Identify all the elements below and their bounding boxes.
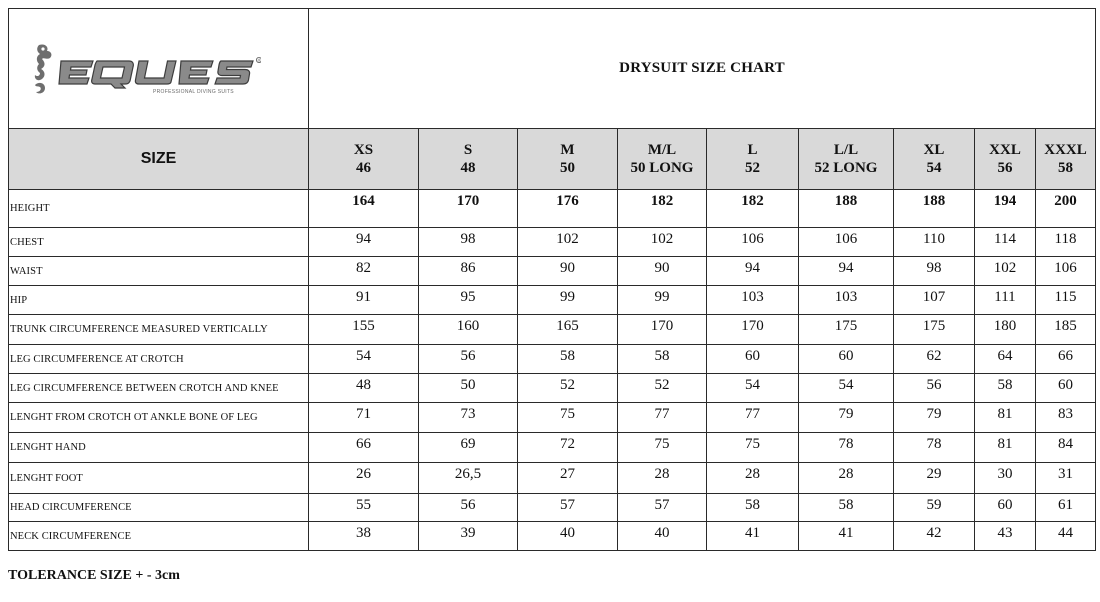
measurement-rows [9,190,1096,551]
table-cell: 106 [799,228,894,257]
table-cell: 48 [309,374,419,403]
size-column-header: M/L 50 LONG [618,129,707,190]
table-cell: 75 [518,403,618,433]
table-cell: 62 [894,345,975,374]
table-cell: 182 [707,190,799,228]
table-cell: 26 [309,463,419,494]
registered-mark: ® [257,57,261,63]
table-cell: 52 [618,374,707,403]
table-cell: 170 [419,190,518,228]
table-cell: 69 [419,433,518,463]
brand-logo [9,9,308,128]
table-cell: 170 [707,315,799,345]
table-cell: 72 [518,433,618,463]
table-cell: 103 [799,286,894,315]
table-cell: 40 [618,522,707,551]
table-row [9,494,1096,522]
size-column-header: L/L 52 LONG [799,129,894,190]
size-column-header: S 48 [419,129,518,190]
table-cell: 28 [618,463,707,494]
row-label: HIP [9,286,309,315]
table-cell: 180 [975,315,1036,345]
table-row [9,345,1096,374]
size-column-header: L 52 [707,129,799,190]
table-cell: 54 [799,374,894,403]
table-cell: 50 [419,374,518,403]
table-cell: 66 [309,433,419,463]
table-cell: 83 [1036,403,1096,433]
table-cell: 84 [1036,433,1096,463]
table-cell: 78 [799,433,894,463]
row-label: TRUNK CIRCUMFERENCE MEASURED VERTICALLY [9,315,309,345]
row-label: LENGHT FOOT [9,463,309,494]
table-cell: 75 [618,433,707,463]
table-cell: 107 [894,286,975,315]
table-cell: 28 [799,463,894,494]
row-label: CHEST [9,228,309,257]
table-cell: 102 [518,228,618,257]
table-row [9,433,1096,463]
table-cell: 77 [707,403,799,433]
table-cell: 106 [707,228,799,257]
brand-tagline: PROFESSIONAL DIVING SUITS [153,89,234,95]
table-cell: 165 [518,315,618,345]
table-cell: 82 [309,257,419,286]
table-cell: 42 [894,522,975,551]
table-cell: 61 [1036,494,1096,522]
table-cell: 160 [419,315,518,345]
table-cell: 66 [1036,345,1096,374]
table-cell: 185 [1036,315,1096,345]
table-cell: 91 [309,286,419,315]
table-cell: 58 [707,494,799,522]
row-label: NECK CIRCUMFERENCE [9,522,309,551]
table-cell: 164 [309,190,419,228]
table-cell: 43 [975,522,1036,551]
diver-seahorse-logo-icon [31,41,261,101]
table-row [9,463,1096,494]
table-cell: 194 [975,190,1036,228]
table-row [9,286,1096,315]
table-cell: 60 [975,494,1036,522]
size-column-header: M 50 [518,129,618,190]
table-cell: 59 [894,494,975,522]
row-label: LENGHT HAND [9,433,309,463]
chart-title: DRYSUIT SIZE CHART [309,9,1096,129]
table-cell: 52 [518,374,618,403]
row-label: WAIST [9,257,309,286]
table-row [9,228,1096,257]
table-cell: 188 [894,190,975,228]
table-cell: 114 [975,228,1036,257]
table-cell: 98 [419,228,518,257]
table-cell: 54 [309,345,419,374]
table-cell: 81 [975,403,1036,433]
table-cell: 95 [419,286,518,315]
table-cell: 56 [419,345,518,374]
table-cell: 60 [1036,374,1096,403]
table-cell: 26,5 [419,463,518,494]
table-cell: 75 [707,433,799,463]
logo-cell [9,9,309,129]
table-cell: 175 [894,315,975,345]
table-cell: 118 [1036,228,1096,257]
size-column-header: XL 54 [894,129,975,190]
size-column-header: XXXL 58 [1036,129,1096,190]
table-cell: 31 [1036,463,1096,494]
table-cell: 73 [419,403,518,433]
table-cell: 86 [419,257,518,286]
table-cell: 64 [975,345,1036,374]
tolerance-note: TOLERANCE SIZE + - 3cm [8,568,180,583]
table-cell: 103 [707,286,799,315]
table-cell: 99 [618,286,707,315]
table-cell: 106 [1036,257,1096,286]
table-cell: 78 [894,433,975,463]
table-cell: 71 [309,403,419,433]
table-cell: 60 [707,345,799,374]
table-cell: 90 [618,257,707,286]
table-cell: 60 [799,345,894,374]
table-cell: 188 [799,190,894,228]
table-cell: 56 [894,374,975,403]
table-cell: 155 [309,315,419,345]
table-cell: 102 [975,257,1036,286]
table-cell: 170 [618,315,707,345]
table-cell: 182 [618,190,707,228]
table-cell: 38 [309,522,419,551]
table-cell: 41 [707,522,799,551]
table-cell: 175 [799,315,894,345]
table-cell: 44 [1036,522,1096,551]
table-cell: 58 [518,345,618,374]
table-row [9,315,1096,345]
table-row [9,374,1096,403]
table-cell: 115 [1036,286,1096,315]
table-cell: 58 [618,345,707,374]
size-column-header: XXL 56 [975,129,1036,190]
table-cell: 28 [707,463,799,494]
table-cell: 54 [707,374,799,403]
size-column-header: XS 46 [309,129,419,190]
table-cell: 55 [309,494,419,522]
table-cell: 200 [1036,190,1096,228]
table-cell: 111 [975,286,1036,315]
table-cell: 81 [975,433,1036,463]
table-cell: 79 [894,403,975,433]
row-label: LENGHT FROM CROTCH OT ANKLE BONE OF LEG [9,403,309,433]
row-label: LEG CIRCUMFERENCE BETWEEN CROTCH AND KNEE [9,374,309,403]
table-cell: 57 [518,494,618,522]
row-label: HEAD CIRCUMFERENCE [9,494,309,522]
table-row [9,403,1096,433]
size-label: SIZE [9,129,309,190]
row-label: HEIGHT [9,190,309,228]
table-row [9,190,1096,228]
table-cell: 30 [975,463,1036,494]
table-row [9,257,1096,286]
table-cell: 176 [518,190,618,228]
table-cell: 94 [309,228,419,257]
table-cell: 79 [799,403,894,433]
table-cell: 29 [894,463,975,494]
table-cell: 102 [618,228,707,257]
table-cell: 40 [518,522,618,551]
table-row [9,522,1096,551]
table-cell: 39 [419,522,518,551]
size-header-row [9,129,1096,190]
table-cell: 56 [419,494,518,522]
table-cell: 77 [618,403,707,433]
row-label: LEG CIRCUMFERENCE AT CROTCH [9,345,309,374]
table-cell: 58 [799,494,894,522]
table-cell: 27 [518,463,618,494]
table-cell: 99 [518,286,618,315]
table-cell: 94 [799,257,894,286]
size-chart-table [8,8,1096,551]
table-cell: 58 [975,374,1036,403]
table-cell: 98 [894,257,975,286]
table-cell: 110 [894,228,975,257]
table-cell: 90 [518,257,618,286]
table-cell: 57 [618,494,707,522]
table-cell: 94 [707,257,799,286]
table-cell: 41 [799,522,894,551]
